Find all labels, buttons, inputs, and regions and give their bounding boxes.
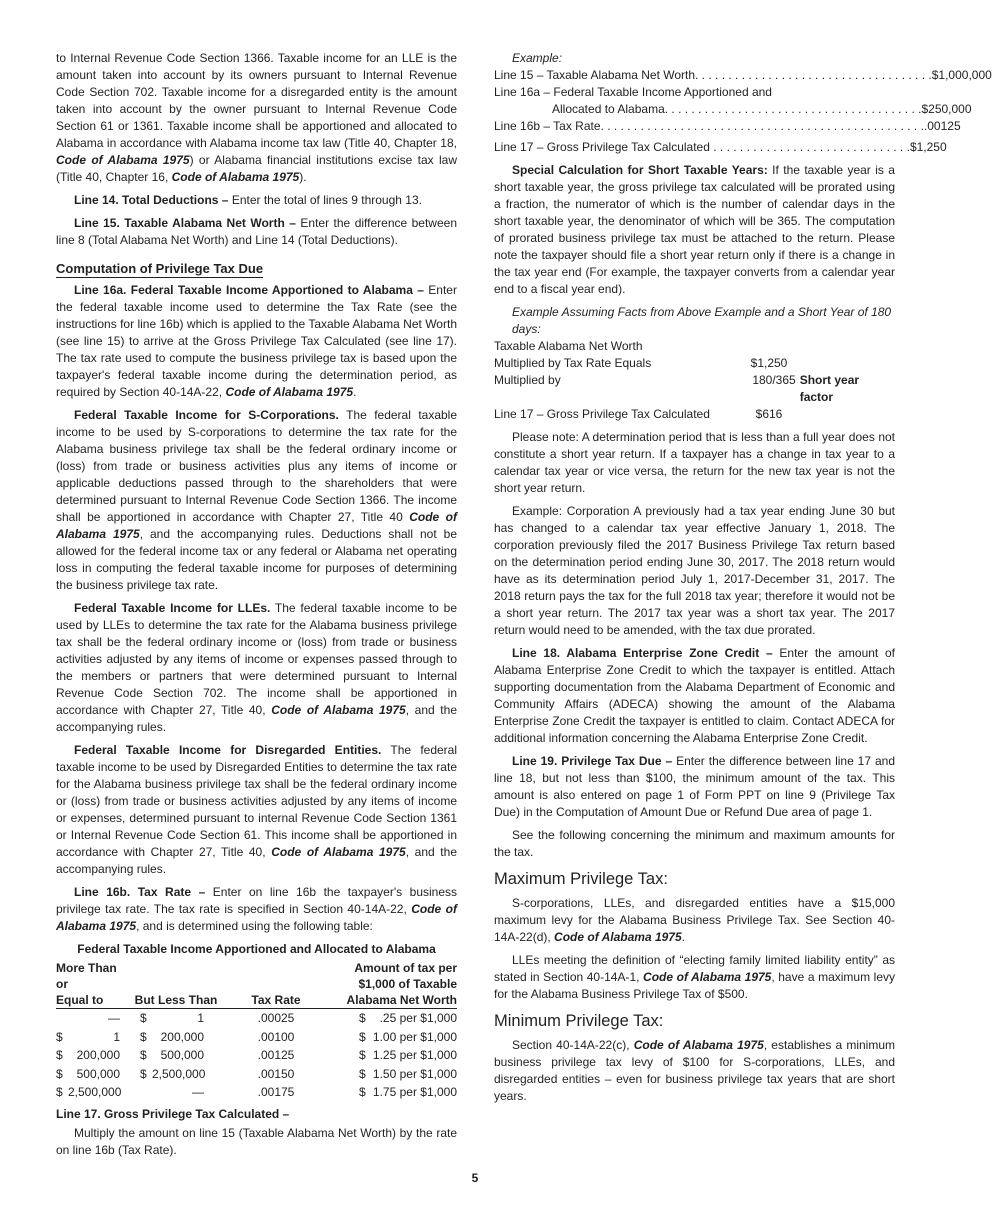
example-row-label: Line 16b – Tax Rate. . . . . . . . . . . . . . . . . . . . . . . . . . . . . . . . . . . . . . . . . . . . . . . . . — [494, 119, 924, 133]
cell-more-than: $ 200,000 — [56, 1048, 120, 1062]
short-year-value: 180/365 — [752, 373, 796, 387]
col-amount: Amount of tax per $1,000 of Taxable Alabama Net Worth — [346, 961, 457, 1007]
short-year-row — [494, 338, 895, 355]
short-year-paragraph: Special Calculation for Short Taxable Years: If the taxable year is a short taxable year, the gross privilege tax calculated will be prorated using a fraction, the numerator of which is the number of calendar days in the short taxable year, the denominator of which will be 365. The computation of prorated business privilege tax must be attached to the return. Please note the taxpayer should file a short year return only if there is a change in the tax year end (For example, the taxpayer converts from a calendar year end to a fiscal year end). — [494, 163, 895, 296]
cell-tax-rate: .00025 — [257, 1011, 295, 1025]
min-tax-heading: Minimum Privilege Tax: — [494, 1012, 664, 1030]
cell-more-than: $ 1 — [56, 1029, 120, 1044]
rate-table-row — [56, 1046, 457, 1065]
intro-paragraph: to Internal Revenue Code Section 1366. Taxable income for an LLE is the amount taken into account by its owners pursuant to Internal Revenue Code Section 702. Taxable income for a disregarded entity is the amount taken into account by the owner pursuant to Internal Revenue Code Section 61 or 1361. Taxable income shall be apportioned and allocated to Alabama in accordance with Alabama income tax law (Title 40, Chapter 18, Code of Alabama 1975) or Alabama financial institutions excise tax law (Title 40, Chapter 16, Code of Alabama 1975). — [56, 51, 458, 184]
computation-heading: Computation of Privilege Tax Due — [56, 261, 264, 276]
rate-table-row — [56, 1028, 457, 1047]
please-note-paragraph: Please note: A determination period that is less than a full year does not constitute a short year return. If a taxpayer has a change in tax year to a calendar tax year or vice versa, the return for the new tax year is not the short year return. — [494, 430, 895, 495]
short-year-label: Line 17 – Gross Privilege Tax Calculated — [494, 407, 710, 421]
cell-less-than: $ 500,000 — [140, 1048, 204, 1062]
rate-table-row — [56, 1009, 457, 1028]
example-row-value: $1,000,000 — [931, 68, 992, 82]
col-more-than: More Than or Equal to — [56, 961, 117, 1007]
line16a-paragraph: Line 16a. Federal Taxable Income Apportioned to Alabama – Enter the federal taxable income used to determine the Tax Rate (see the instructions for line 16b) which is applied to the Taxable Alabama Net Worth (see line 15) to arrive at the Gross Privilege Tax Calculated (see line 17). The tax rate used to compute the business privilege tax is based upon the taxpayer's federal taxable income during the determination period, as required by Section 40-14A-22, Code of Alabama 1975. — [56, 283, 457, 399]
cell-amount: $ .25 per $1,000 — [359, 1011, 457, 1025]
line17-heading: Line 17. Gross Privilege Tax Calculated – — [56, 1106, 290, 1121]
cell-more-than: $ 2,500,000 — [56, 1085, 122, 1099]
example-row-value: .00125 — [923, 119, 961, 133]
cell-less-than: — — [192, 1085, 204, 1099]
cell-amount: $ 1.50 per $1,000 — [359, 1066, 457, 1081]
line18-paragraph: Line 18. Alabama Enterprise Zone Credit – Enter the amount of Alabama Enterprise Zone Credit to which the taxpayer is entitled. Attach supporting documentation from the Alabama Department of Economic and Community Affairs (ADECA) showing the amount of the Alabama Enterprise Zone Credit the taxpayer is entitled to claim. Contact ADECA for additional information concerning the Alabama Enterprise Zone Credit. — [494, 646, 895, 745]
example-row-dollar: $ — [921, 102, 929, 116]
col-less-than: But Less Than — [134, 993, 218, 1007]
example-row-label: Line 16a – Federal Taxable Income Apportioned and — [494, 85, 772, 99]
cell-amount: $ 1.75 per $1,000 — [359, 1085, 457, 1099]
short-year-label: Multiplied by Tax Rate Equals — [494, 356, 652, 370]
short-year-label: Multiplied by — [494, 373, 561, 387]
example-row-label: Allocated to Alabama. . . . . . . . . . . . . . . . . . . . . . . . . . . . . . . . . . . . . . . — [552, 102, 922, 116]
see-following-paragraph: See the following concerning the minimum and maximum amounts for the tax. — [494, 828, 895, 859]
line14-paragraph: Line 14. Total Deductions – Enter the total of lines 9 through 13. — [74, 193, 422, 207]
cell-more-than: — — [108, 1011, 120, 1025]
max-tax-paragraph: S-corporations, LLEs, and disregarded entities have a $15,000 maximum levy for the Alabama Business Privilege Tax. See Section 40-14A-22(d), Code of Alabama 1975. — [494, 896, 895, 944]
example-row — [494, 101, 972, 118]
example-label: Example: — [512, 51, 563, 65]
cell-tax-rate: .00125 — [257, 1048, 295, 1062]
corp-example-paragraph: Example: Corporation A previously had a tax year ending June 30 but has changed to a calendar tax year effective January 1, 2018. The corporation previously filed the 2017 Business Privilege Tax return based on the determination period ending June 30, 2017. The 2018 return would have as its determination period July 1, 2017-December 31, 2017. The 2018 return pays the tax for the full 2018 tax year; therefore it would not be a short year return. The 2017 tax year was a short tax year. The 2017 return would need to be amended, with the tax due prorated. — [494, 504, 895, 637]
short-example-label: Example Assuming Facts from Above Example and a Short Year of 180 days: — [512, 305, 892, 336]
cell-amount: $ 1.25 per $1,000 — [359, 1048, 457, 1062]
line15-paragraph: Line 15. Taxable Alabama Net Worth – Enter the difference between line 8 (Total Alabama Net Worth) and Line 14 (Total Deductions). — [56, 216, 457, 247]
short-year-value: $616 — [755, 407, 783, 421]
short-year-row — [494, 355, 895, 372]
short-year-example — [494, 338, 895, 423]
scorp-paragraph: Federal Taxable Income for S-Corporations. The federal taxable income to be used by S-corporations to determine the tax rate for the Alabama business privilege tax shall be the federal ordinary income or (loss) from trade or business activities plus any items of income or applicable deductions passed through to the shareholders that were determined pursuant to Internal Revenue Code Section 1366. The income shall be apportioned in accordance with Chapter 27, Title 40 Code of Alabama 1975, and the accompanying rules. Deductions shall not be allowed for the federal income tax or any federal or Alabama net operating loss in computing the federal taxable income for purposes of determining the business privilege tax rate. — [56, 408, 458, 592]
cell-tax-rate: .00150 — [257, 1066, 295, 1081]
cell-less-than: $ 2,500,000 — [140, 1066, 206, 1081]
rate-table-title: Federal Taxable Income Apportioned and Allocated to Alabama — [77, 942, 436, 956]
line16b-paragraph: Line 16b. Tax Rate – Enter on line 16b the taxpayer's business privilege tax rate. The tax rate is specified in Section 40-14A-22, Code of Alabama 1975, and is determined using the following table: — [56, 885, 457, 933]
disregarded-paragraph: Federal Taxable Income for Disregarded Entities. The federal taxable income to be used by Disregarded Entities to determine the tax rate for the Alabama business privilege tax shall be the federal ordinary income or (loss) from trade or business activities adjusted by any items of income or expenses, determined pursuant to internal Revenue Code Section 1361 or Internal Revenue Code Section 61. This income shall be apportioned in accordance with Chapter 27, Title 40, Code of Alabama 1975, and the accompanying rules. — [56, 743, 458, 876]
example-block — [494, 67, 992, 156]
col-tax-rate: Tax Rate — [251, 993, 301, 1007]
right-column — [494, 50, 992, 1111]
short-year-note: Short year factor — [799, 373, 860, 404]
cell-less-than: $ 200,000 — [140, 1029, 204, 1044]
example-row — [494, 139, 947, 156]
example-row-value: 1,250 — [916, 140, 947, 154]
example-row — [494, 67, 992, 84]
rate-table — [56, 960, 457, 1102]
example-row — [494, 118, 961, 135]
short-year-value: $1,250 — [750, 356, 788, 370]
max-tax-heading: Maximum Privilege Tax: — [494, 870, 668, 888]
example-row-value: 250,000 — [928, 102, 972, 116]
cell-tax-rate: .00175 — [257, 1085, 295, 1099]
page-number: 5 — [471, 1171, 479, 1185]
example-row-label: Line 17 – Gross Privilege Tax Calculated . . . . . . . . . . . . . . . . . . . . . . . . . . . . . . — [494, 140, 910, 154]
cell-tax-rate: .00100 — [257, 1029, 295, 1044]
example-row-label: Line 15 – Taxable Alabama Net Worth. . . . . . . . . . . . . . . . . . . . . . . . . . . . . . . . . . . . — [494, 68, 932, 82]
cell-less-than: $ 1 — [140, 1011, 204, 1025]
llc-paragraph: LLEs meeting the definition of “electing family limited liability entity” as stated in Section 40-14A-1, Code of Alabama 1975, have a maximum levy for the Alabama Business Privilege Tax of $500. — [494, 953, 895, 1001]
cell-amount: $ 1.00 per $1,000 — [359, 1029, 457, 1044]
min-tax-paragraph: Section 40-14A-22(c), Code of Alabama 1975, establishes a minimum business privilege tax levy of $100 for S-corporations, LLEs, and disregarded entities – even for business privilege tax years that are short years. — [494, 1038, 895, 1103]
short-year-row — [494, 372, 895, 406]
cell-more-than: $ 500,000 — [56, 1066, 120, 1081]
example-row — [494, 84, 895, 101]
short-year-label: Taxable Alabama Net Worth — [494, 339, 643, 353]
left-column — [56, 50, 457, 1165]
rate-table-row — [56, 1065, 457, 1084]
lle-paragraph: Federal Taxable Income for LLEs. The federal taxable income to be used by LLEs to determine the tax rate for the Alabama business privilege tax shall be the federal ordinary income or (loss) from trade or business activities adjusted by any items of income or expenses passed through to the members or partners that were determined pursuant to Internal Revenue Code Section 702. The income shall be apportioned in accordance with Chapter 27, Title 40, Code of Alabama 1975, and the accompanying rules. — [56, 601, 457, 734]
short-year-row — [494, 406, 895, 423]
example-row-dollar: $ — [909, 140, 917, 154]
rate-table-row — [56, 1083, 457, 1102]
line19-paragraph: Line 19. Privilege Tax Due – Enter the difference between line 17 and line 18, but not less than $100, the minimum amount of the tax. This amount is also entered on page 1 of Form PPT on line 9 (Privilege Tax Due) in the Computation of Amount Due or Refund Due area of page 1. — [494, 754, 895, 819]
line17-paragraph: Multiply the amount on line 15 (Taxable Alabama Net Worth) by the rate on line 16b (Tax Rate). — [56, 1125, 457, 1157]
short-year-value — [740, 338, 798, 355]
